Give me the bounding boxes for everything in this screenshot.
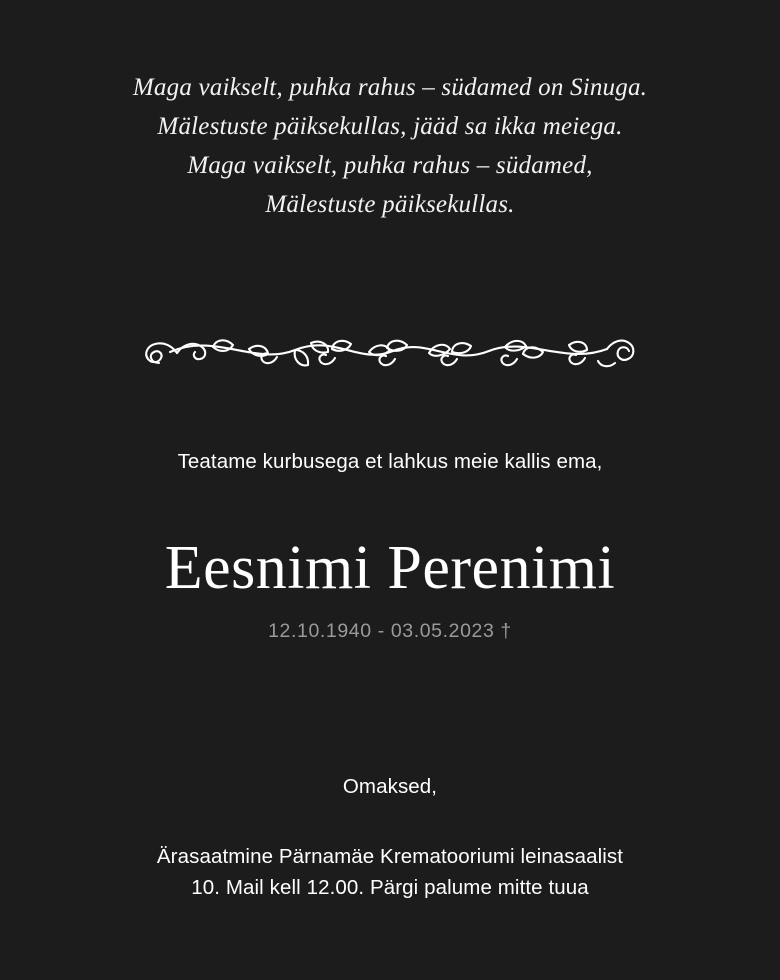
- announcement-text: Teatame kurbusega et lahkus meie kallis ema,: [177, 450, 603, 473]
- deceased-name: Eesnimi Perenimi: [164, 534, 616, 602]
- memorial-poem: [0, 68, 780, 224]
- poem-line: Mälestuste päiksekullas.: [265, 191, 515, 218]
- life-dates: 12.10.1940 - 03.05.2023 †: [268, 620, 512, 642]
- poem-line: Mälestuste päiksekullas, jääd sa ikka meiega.: [157, 113, 623, 140]
- poem-line: Maga vaikselt, puhka rahus – südamed,: [187, 152, 593, 179]
- family-signature: Omaksed,: [342, 775, 438, 798]
- ceremony-line: 10. Mail kell 12.00. Pärgi palume mitte tuua: [191, 876, 589, 899]
- ceremony-line: Ärasaatmine Pärnamäe Krematooriumi leinasaalist: [156, 845, 624, 868]
- ceremony-details: [40, 841, 740, 903]
- poem-line: Maga vaikselt, puhka rahus – südamed on Sinuga.: [132, 74, 648, 101]
- floral-flourish-divider-icon: [140, 316, 640, 386]
